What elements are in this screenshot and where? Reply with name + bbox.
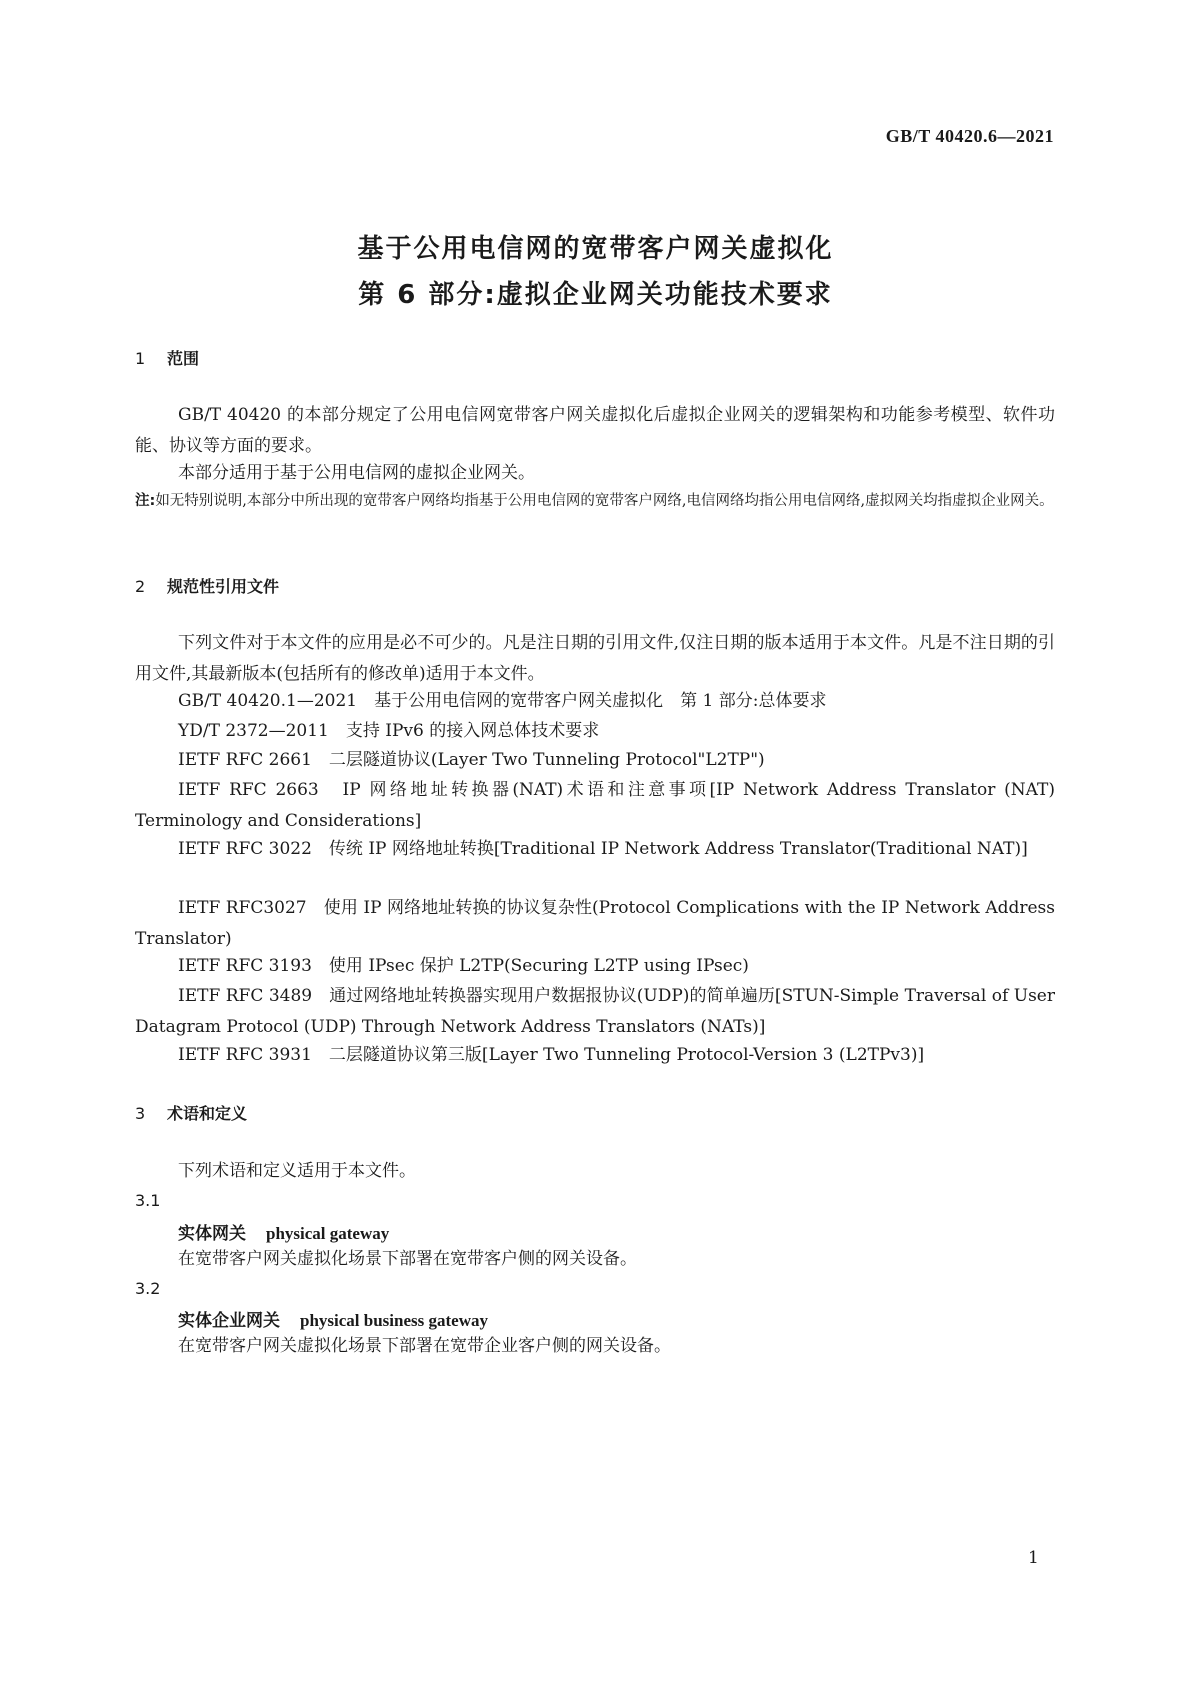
section-1-paragraph-2: 本部分适用于基于公用电信网的虚拟企业网关。 bbox=[178, 463, 535, 483]
reference-item: IETF RFC 2661 二层隧道协议(Layer Two Tunneling Protocol"L2TP") bbox=[178, 750, 765, 770]
document-title bbox=[0, 226, 1191, 318]
reference-item: IETF RFC 2663 IP 网络地址转换器(NAT)术语和注意事项[IP Network Address Translator (NAT) Terminology and Considerations] bbox=[135, 780, 1055, 831]
reference-item: YD/T 2372—2011 支持 IPv6 的接入网总体技术要求 bbox=[178, 721, 600, 741]
term-zh: 实体企业网关 bbox=[178, 1311, 280, 1331]
section-number: 2 bbox=[135, 577, 146, 596]
term-definition: 在宽带客户网关虚拟化场景下部署在宽带客户侧的网关设备。 bbox=[178, 1249, 637, 1269]
reference-item: IETF RFC 3193 使用 IPsec 保护 L2TP(Securing L2TP using IPsec) bbox=[178, 956, 749, 976]
section-number: 1 bbox=[135, 349, 146, 368]
section-title: 术语和定义 bbox=[167, 1104, 248, 1123]
term-en: physical gateway bbox=[266, 1224, 390, 1243]
term-title bbox=[178, 1219, 389, 1244]
reference-item: IETF RFC 3931 二层隧道协议第三版[Layer Two Tunneling Protocol-Version 3 (L2TPv3)] bbox=[178, 1045, 925, 1065]
term-number: 3.1 bbox=[135, 1191, 161, 1210]
section-title: 规范性引用文件 bbox=[167, 577, 280, 596]
section-1-paragraph-1: GB/T 40420 的本部分规定了公用电信网宽带客户网关虚拟化后虚拟企业网关的逻辑架构和功能参考模型、软件功能、协议等方面的要求。 bbox=[135, 405, 1055, 456]
term-zh: 实体网关 bbox=[178, 1224, 246, 1244]
section-2-intro: 下列文件对于本文件的应用是必不可少的。凡是注日期的引用文件,仅注日期的版本适用于本文件。凡是不注日期的引用文件,其最新版本(包括所有的修改单)适用于本文件。 bbox=[135, 633, 1055, 684]
term-en: physical business gateway bbox=[300, 1311, 488, 1330]
term-definition: 在宽带客户网关虚拟化场景下部署在宽带企业客户侧的网关设备。 bbox=[178, 1336, 671, 1356]
section-number: 3 bbox=[135, 1104, 146, 1123]
section-3-heading bbox=[135, 1101, 247, 1124]
reference-item: IETF RFC3027 使用 IP 网络地址转换的协议复杂性(Protocol Complications with the IP Network Address Translator) bbox=[135, 898, 1055, 949]
page-number: 1 bbox=[1028, 1548, 1039, 1568]
section-title: 范围 bbox=[167, 349, 200, 368]
section-1-note bbox=[135, 488, 1055, 515]
title-line-1: 基于公用电信网的宽带客户网关虚拟化 bbox=[357, 234, 834, 264]
title-line-2: 第 6 部分:虚拟企业网关功能技术要求 bbox=[358, 280, 833, 310]
note-label: 注: bbox=[135, 493, 156, 509]
reference-item: IETF RFC 3489 通过网络地址转换器实现用户数据报协议(UDP)的简单遍历[STUN-Simple Traversal of User Datagram Protocol (UDP) Through Network Address Translators (NATs)] bbox=[135, 986, 1055, 1037]
section-2-heading bbox=[135, 574, 279, 597]
note-text: 如无特别说明,本部分中所出现的宽带客户网络均指基于公用电信网的宽带客户网络,电信网络均指公用电信网络,虚拟网关均指虚拟企业网关。 bbox=[155, 493, 1054, 509]
section-3-intro: 下列术语和定义适用于本文件。 bbox=[178, 1161, 416, 1181]
term-title bbox=[178, 1306, 488, 1331]
reference-item: IETF RFC 3022 传统 IP 网络地址转换[Traditional IP Network Address Translator(Traditional NAT)] bbox=[178, 839, 1028, 859]
reference-item: GB/T 40420.1—2021 基于公用电信网的宽带客户网关虚拟化 第 1 部分:总体要求 bbox=[178, 691, 827, 711]
term-number: 3.2 bbox=[135, 1279, 161, 1298]
standard-number: GB/T 40420.6—2021 bbox=[885, 126, 1054, 146]
section-1-heading bbox=[135, 346, 199, 369]
